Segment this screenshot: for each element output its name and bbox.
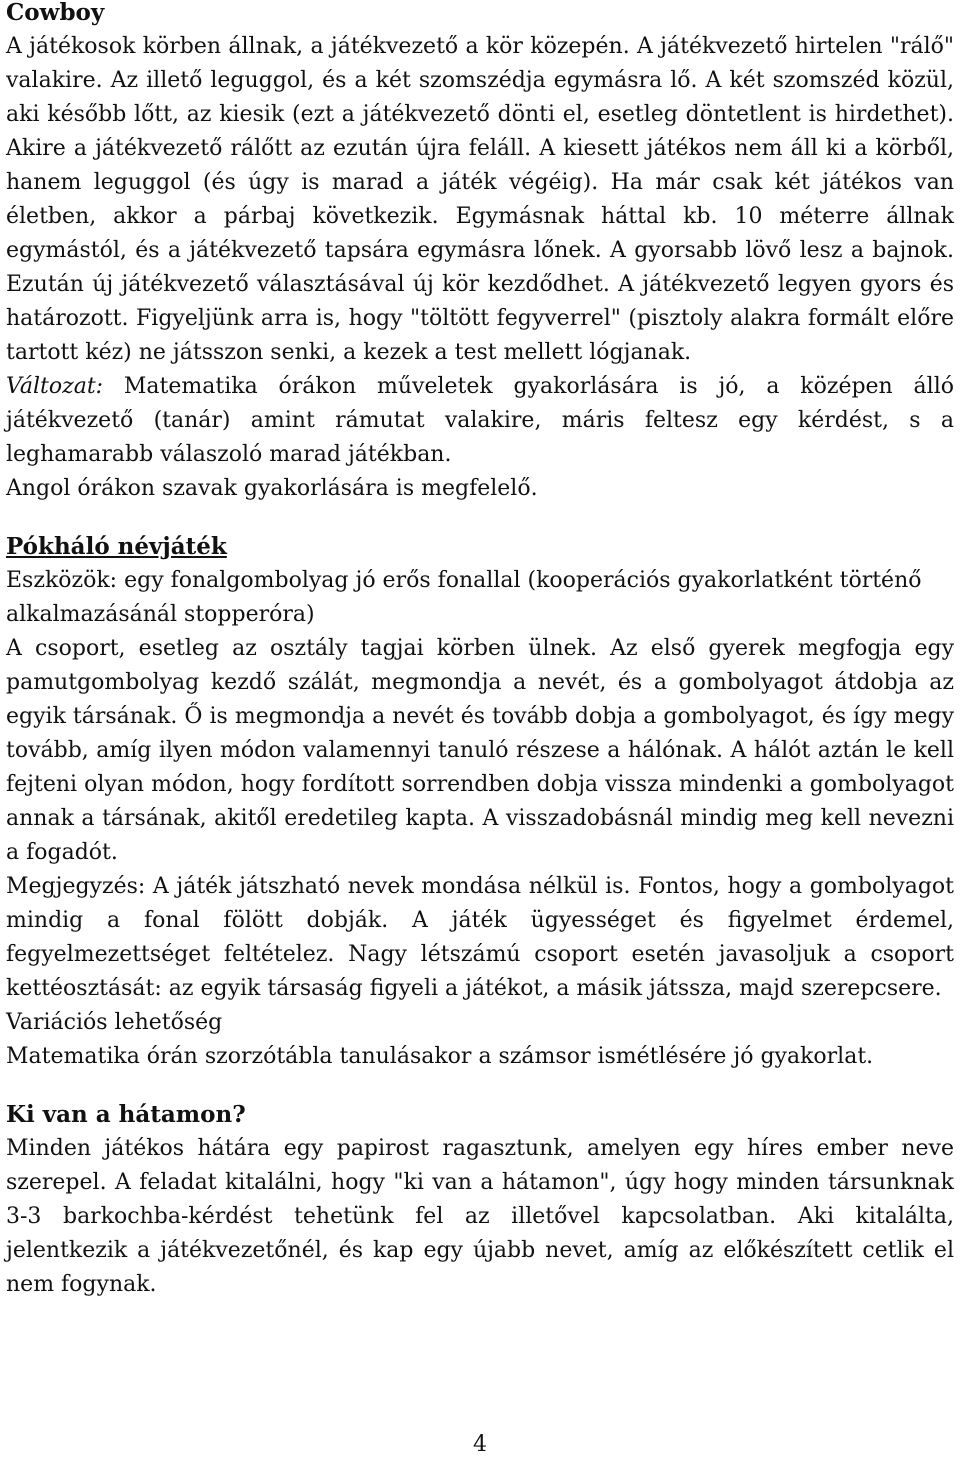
paragraph: Angol órákon szavak gyakorlására is megfelelő. (6, 476, 538, 501)
paragraph: Megjegyzés: A játék játszható nevek mondása nélkül is. Fontos, hogy a gombolyagot mindig a fonal fölött dobják. A játék ügyességet és figyelmet érdemel, fegyelmezettséget feltételez. Nagy létszámú csoport esetén javasoljuk a csoport kettéosztását: az egyik társaság figyeli a játékot, a másik játssza, majd szerepcsere. (6, 874, 954, 1001)
page-number: 4 (473, 1432, 487, 1457)
paragraph: A csoport, esetleg az osztály tagjai körben ülnek. Az első gyerek megfogja egy pamutgombolyag kezdő szálát, megmondja a nevét, és a gombolyagot átdobja az egyik társának. Ő is megmondja a nevét és tovább dobja a gombolyagot, és így megy tovább, amíg ilyen módon valamennyi tanuló részese a hálónak. A hálót aztán le kell fejteni olyan módon, hogy fordított sorrendben dobja vissza mindenki a gombolyagot annak a társának, akitől eredetileg kapta. A visszadobásnál mindig meg kell nevezni a fogadót. (6, 636, 954, 865)
document-page (6, 0, 954, 1302)
paragraph: Minden játékos hátára egy papirost ragasztunk, amelyen egy híres ember neve szerepel. A feladat kitalálni, hogy "ki van a hátamon", úgy hogy minden társunknak 3-3 barkochba-kérdést tehetünk fel az illetővel kapcsolatban. Aki kitalálta, jelentkezik a játékvezetőnél, és kap egy újabb nevet, amíg az előkészített cetlik el nem fogynak. (6, 1136, 954, 1297)
paragraph: Variációs lehetőség (6, 1010, 223, 1035)
paragraph: A játékosok körben állnak, a játékvezető a kör közepén. A játékvezető hirtelen "rálő" valakire. Az illető leguggol, és a két szomszédja egymásra lő. A két szomszéd közül, aki később lőtt, az kiesik (ezt a játékvezető dönti el, esetleg döntetlent is hirdethet). Akire a játékvezető rálőtt az ezután újra feláll. A kiesett játékos nem áll ki a körből, hanem leguggol (és úgy is marad a játék végéig). Ha már csak két játékos van életben, akkor a párbaj következik. Egymásnak háttal kb. 10 méterre állnak egymástól, és a játékvezető tapsára egymásra lőnek. A gyorsabb lövő lesz a bajnok. Ezután új játékvezető választásával új kör kezdődhet. A játékvezető legyen gyors és határozott. Figyeljünk arra is, hogy "töltött fegyverrel" (pisztoly alakra formált előre tartott kéz) ne játsszon senki, a kezek a test mellett lógjanak. (6, 34, 954, 365)
section-pokhalo (6, 534, 954, 1074)
variant-paragraph (6, 370, 954, 472)
paragraph: Matematika órán szorzótábla tanulásakor a számsor ismétlésére jó gyakorlat. (6, 1044, 874, 1069)
spacer (6, 1074, 954, 1102)
section-title: Cowboy (6, 0, 105, 26)
variant-label: Változat: (6, 374, 104, 399)
section-ki-van-a-hatamon (6, 1102, 954, 1302)
section-cowboy (6, 0, 954, 506)
section-title: Pókháló névjáték (6, 533, 227, 560)
paragraph: Eszközök: egy fonalgombolyag jó erős fonallal (kooperációs gyakorlatként történő alkalmazásánál stopperóra) (6, 568, 922, 627)
variant-text: Matematika órákon műveletek gyakorlására is jó, a középen álló játékvezető (tanár) amint rámutat valakire, máris feltesz egy kérdést, s a leghamarabb válaszoló marad játékban. (6, 374, 954, 467)
spacer (6, 506, 954, 534)
section-title: Ki van a hátamon? (6, 1101, 246, 1128)
